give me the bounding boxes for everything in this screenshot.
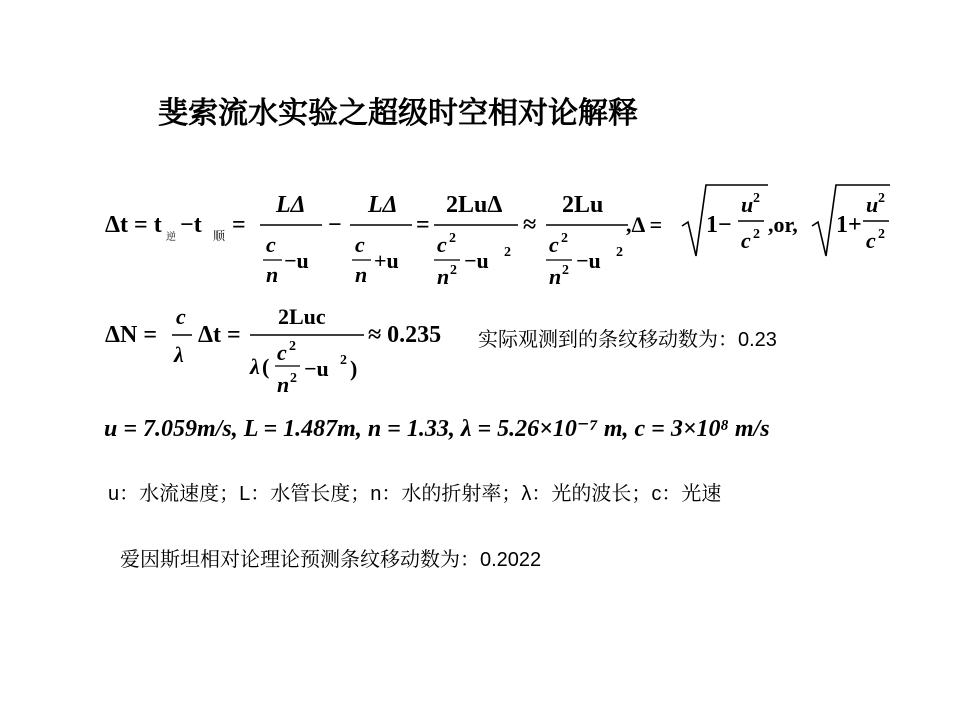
svg-text:c: c — [355, 232, 365, 257]
svg-text:−u: −u — [576, 248, 601, 273]
svg-text:2LuΔ: 2LuΔ — [446, 192, 503, 218]
svg-text:=: = — [416, 212, 430, 238]
variable-legend: u：水流速度；L：水管长度；n：水的折射率；λ：光的波长；c：光速 — [108, 483, 722, 505]
svg-text:n: n — [277, 372, 290, 397]
svg-text:2Luc: 2Luc — [278, 304, 326, 329]
svg-text:2: 2 — [561, 231, 568, 246]
subscript-downstream: 顺 — [213, 229, 226, 243]
svg-text:−u: −u — [464, 248, 489, 273]
svg-text:2: 2 — [450, 263, 457, 278]
parameter-values: u = 7.059m/s, L = 1.487m, n = 1.33, λ = 5.26×10⁻⁷ m, c = 3×10⁸ m/s — [104, 416, 770, 442]
svg-text:): ) — [350, 356, 358, 381]
svg-text:u: u — [866, 192, 879, 217]
svg-text:c: c — [437, 232, 447, 257]
svg-text:1+: 1+ — [836, 212, 862, 238]
subscript-upstream: 逆 — [166, 232, 176, 243]
svg-text:2: 2 — [340, 353, 347, 368]
svg-text:1−: 1− — [706, 212, 732, 238]
svg-text:c: c — [266, 232, 276, 257]
svg-text:(: ( — [262, 354, 270, 379]
svg-text:−u: −u — [284, 248, 309, 273]
svg-text:2: 2 — [504, 245, 511, 260]
svg-text:2: 2 — [878, 191, 885, 206]
svg-text:λ: λ — [174, 342, 184, 367]
svg-text:−u: −u — [304, 356, 329, 381]
svg-text:,or,: ,or, — [768, 212, 798, 237]
svg-text:,Δ =: ,Δ = — [626, 212, 663, 237]
svg-text:2: 2 — [449, 231, 456, 246]
svg-text:+u: +u — [374, 248, 399, 273]
svg-text:n: n — [355, 262, 368, 287]
equation-parameters — [100, 408, 850, 448]
svg-text:n: n — [549, 264, 562, 289]
svg-text:≈: ≈ — [523, 212, 537, 238]
equation-delta-t — [100, 180, 900, 295]
svg-text:2Lu: 2Lu — [562, 192, 604, 218]
svg-text:λ: λ — [250, 354, 260, 379]
svg-text:−: − — [328, 212, 342, 238]
svg-text:c: c — [277, 340, 287, 365]
svg-text:Δt = t: Δt = t — [105, 212, 162, 238]
svg-text:c: c — [866, 228, 876, 253]
observed-fringe-shift: 实际观测到的条纹移动数为：0.23 — [478, 329, 777, 351]
svg-text:2: 2 — [878, 227, 885, 242]
svg-text:2: 2 — [289, 339, 296, 354]
svg-text:ΔN =: ΔN = — [105, 322, 158, 348]
einstein-prediction: 爱因斯坦相对论理论预测条纹移动数为：0.2022 — [120, 549, 542, 571]
svg-text:=: = — [232, 212, 246, 238]
svg-text:c: c — [741, 228, 751, 253]
svg-text:2: 2 — [562, 263, 569, 278]
svg-text:2: 2 — [753, 227, 760, 242]
svg-text:2: 2 — [753, 191, 760, 206]
svg-text:−t: −t — [180, 212, 202, 238]
svg-text:LΔ: LΔ — [276, 192, 306, 218]
svg-text:n: n — [437, 264, 450, 289]
page-title: 斐索流水实验之超级时空相对论解释 — [158, 96, 638, 131]
svg-text:2: 2 — [290, 371, 297, 386]
svg-text:n: n — [266, 262, 279, 287]
svg-text:c: c — [549, 232, 559, 257]
svg-text:c: c — [176, 304, 186, 329]
svg-text:LΔ: LΔ — [368, 192, 398, 218]
delta-n-result: ≈ 0.235 — [368, 322, 442, 348]
equation-delta-n — [100, 300, 470, 405]
svg-text:2: 2 — [616, 245, 623, 260]
svg-text:Δt =: Δt = — [198, 322, 241, 348]
svg-text:u: u — [741, 192, 754, 217]
